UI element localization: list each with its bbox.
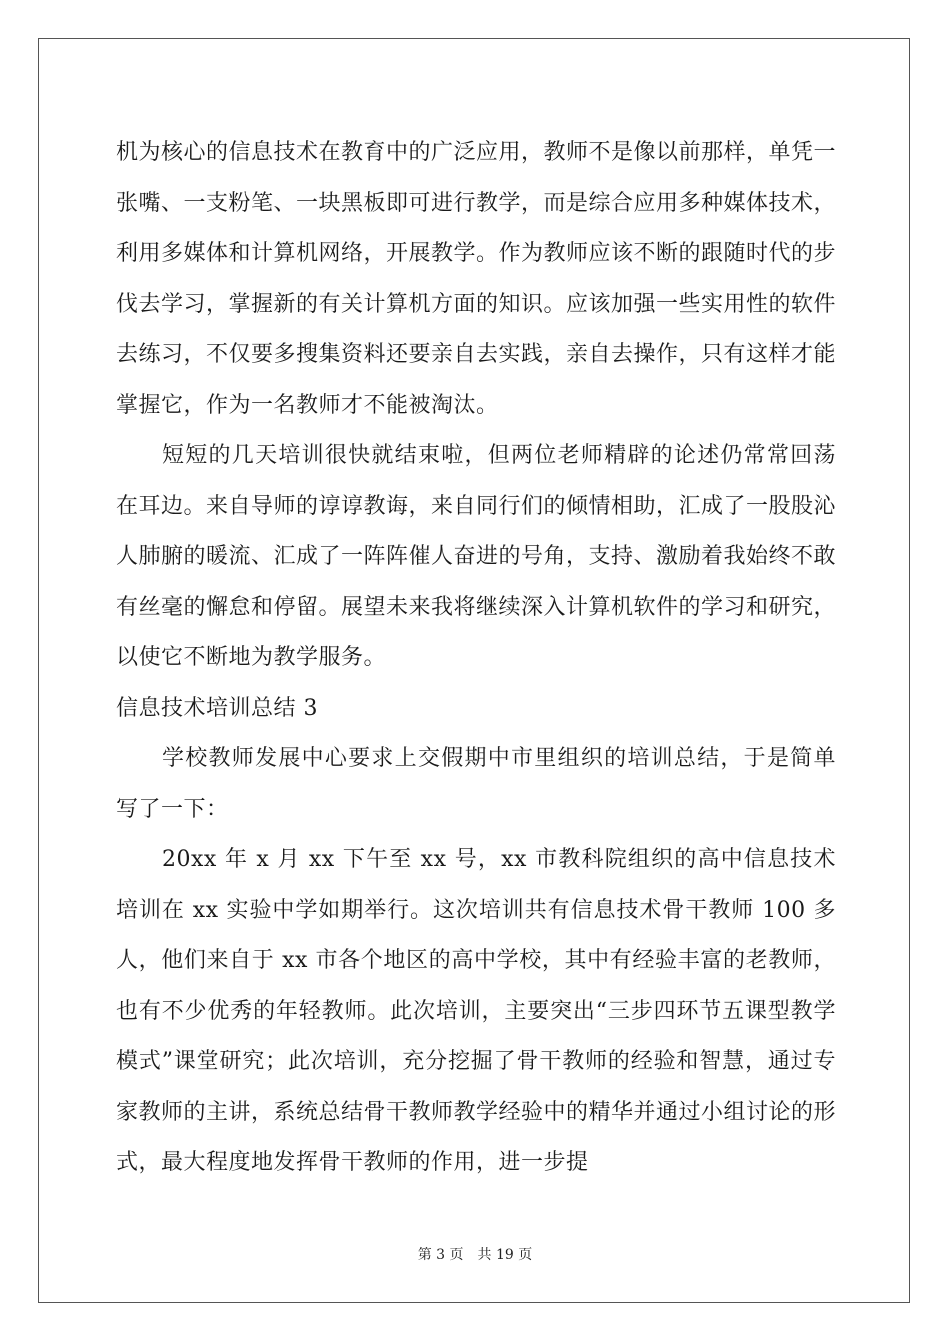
document-body: [116, 128, 836, 1189]
section-heading: 信息技术培训总结 3: [116, 695, 318, 721]
paragraph: 学校教师发展中心要求上交假期中市里组织的培训总结，于是简单写了一下：: [116, 746, 836, 822]
paragraph: 20xx 年 x 月 xx 下午至 xx 号，xx 市教科院组织的高中信息技术培训在 xx 实验中学如期举行。这次培训共有信息技术骨干教师 100 多人，他们来自于 xx 市各个地区的高中学校，其中有经验丰富的老教师，也有不少优秀的年轻教师。此次培训，主要突出“三步四环节五课型教学模式”课堂研究；此次培训，充分挖掘了骨干教师的经验和智慧，通过专家教师的主讲，系统总结骨干教师教学经验中的精华并通过小组讨论的形式，最大程度地发挥骨干教师的作用，进一步提: [116, 847, 837, 1175]
page-footer: [0, 1244, 950, 1264]
page-number: 第 3 页: [417, 1247, 464, 1263]
page-total: 共 19 页: [477, 1247, 533, 1263]
paragraph: 机为核心的信息技术在教育中的广泛应用，教师不是像以前那样，单凭一张嘴、一支粉笔、一块黑板即可进行教学，而是综合应用多种媒体技术，利用多媒体和计算机网络，开展教学。作为教师应该不断的跟随时代的步伐去学习，掌握新的有关计算机方面的知识。应该加强一些实用性的软件去练习，不仅要多搜集资料还要亲自去实践，亲自去操作，只有这样才能掌握它，作为一名教师才不能被淘汰。: [116, 140, 837, 418]
paragraph: 短短的几天培训很快就结束啦，但两位老师精辟的论述仍常常回荡在耳边。来自导师的谆谆教诲，来自同行们的倾情相助，汇成了一股股沁人肺腑的暖流、汇成了一阵阵催人奋进的号角，支持、激励着我始终不敢有丝毫的懈怠和停留。展望未来我将继续深入计算机软件的学习和研究，以使它不断地为教学服务。: [116, 443, 837, 670]
